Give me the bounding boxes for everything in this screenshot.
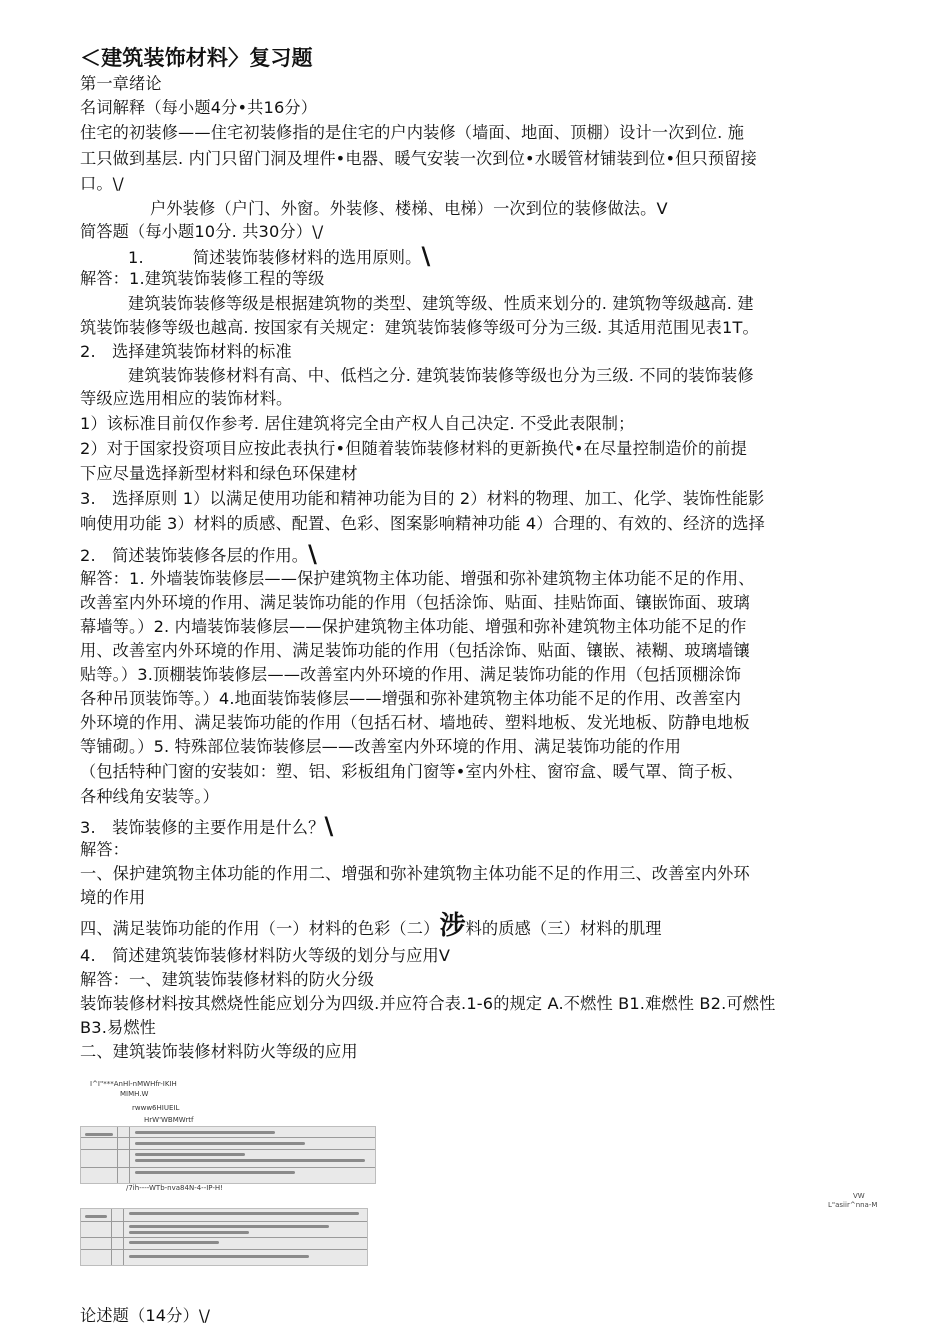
oversized-character: 涉 [439, 911, 466, 941]
table-image-upper [80, 1126, 376, 1184]
answer-line: 解答：1.建筑装饰装修工程的等级 [80, 269, 325, 288]
paragraph-line: 1）该标准目前仅作参考. 居住建筑将完全由产权人自己决定. 不受此表限制； [80, 414, 635, 433]
margin-note: L"asiir^nna-M [828, 1201, 878, 1209]
figure-label: HrW'WBMWrtf [144, 1116, 194, 1124]
paragraph-line: 幕墙等。）2. 内墙装饰装修层——保护建筑物主体功能、增强和弥补建筑物主体功能不足的作 [80, 617, 747, 636]
paragraph-line: 口。\/ [80, 174, 124, 193]
figure-label: /7ih----WTb-nva84N-4--IP-H! [126, 1184, 223, 1192]
section-heading: 名词解释（每小题4分•共16分） [80, 98, 318, 117]
paragraph-line: 户外装修（户门、外窗。外装修、楼梯、电梯）一次到位的装修做法。V [150, 199, 668, 218]
paragraph-line: 境的作用 [80, 888, 146, 907]
question-text: 2. 简述装饰装修各层的作用。 [80, 546, 309, 565]
paragraph-line: 建筑装饰装修等级是根据建筑物的类型、建筑等级、性质来划分的. 建筑物等级越高. 建 [128, 294, 754, 313]
document-title: ＜建筑装饰材料〉复习题 [80, 46, 313, 70]
chapter-heading: 第一章绪论 [80, 74, 162, 93]
section-heading: 简答题（每小题10分. 共30分）\/ [80, 222, 324, 241]
margin-note: VW [853, 1192, 865, 1200]
question-line: 4. 简述建筑装饰装修材料防火等级的划分与应用V [80, 946, 451, 965]
paragraph-line: 工只做到基层. 内门只留门洞及埋件•电器、暖气安装一次到位•水暖管材铺装到位•但只预留接 [80, 149, 757, 168]
line-text: 四、满足装饰功能的作用（一）材料的色彩（二） [80, 919, 440, 938]
question-line [80, 541, 317, 568]
paragraph-line [80, 911, 662, 941]
question-line [128, 243, 430, 270]
check-mark: \ [324, 812, 334, 840]
paragraph-line: B3.易燃性 [80, 1018, 157, 1037]
paragraph-line: 一、保护建筑物主体功能的作用二、增强和弥补建筑物主体功能不足的作用三、改善室内外环 [80, 864, 750, 883]
paragraph-line: 等级应选用相应的装饰材料。 [80, 389, 293, 408]
paragraph-line: 2）对于国家投资项目应按此表执行•但随着装饰装修材料的更新换代•在尽量控制造价的前提 [80, 439, 748, 458]
question-text: 1. 简述装饰装修材料的选用原则。 [128, 248, 422, 267]
paragraph-line: 筑装饰装修等级也越高. 按国家有关规定：建筑装饰装修等级可分为三级. 其适用范围见表1T。 [80, 318, 759, 337]
table-image-lower [80, 1208, 368, 1266]
section-heading: 论述题（14分）\/ [80, 1306, 211, 1325]
paragraph-line: 响使用功能 3）材料的质感、配置、色彩、图案影响精神功能 4）合理的、有效的、经济的选择 [80, 514, 765, 533]
paragraph-line: 各种线角安装等。） [80, 787, 219, 806]
figure-label: MIMH.W [120, 1090, 149, 1098]
paragraph-line: 等铺砌。）5. 特殊部位装饰装修层——改善室内外环境的作用、满足装饰功能的作用 [80, 737, 682, 756]
question-text: 3. 装饰装修的主要作用是什么？ [80, 818, 325, 837]
paragraph-line: 改善室内外环境的作用、满足装饰功能的作用（包括涂饰、贴面、挂贴饰面、镶嵌饰面、玻璃 [80, 593, 750, 612]
check-mark: \ [308, 540, 318, 568]
paragraph-line: 下应尽量选择新型材料和绿色环保建材 [80, 464, 358, 483]
figure-label: rwww6HIUEIL [132, 1104, 180, 1112]
paragraph-line: 外环境的作用、满足装饰功能的作用（包括石材、墙地砖、塑料地板、发光地板、防静电地板 [80, 713, 750, 732]
figure-label: I^I"***AnHl-nMWHfr-IKIH [90, 1080, 177, 1088]
paragraph-line: 用、改善室内外环境的作用、满足装饰功能的作用（包括涂饰、贴面、镶嵌、裱糊、玻璃墙镶 [80, 641, 750, 660]
paragraph-line: 3. 选择原则 1）以满足使用功能和精神功能为目的 2）材料的物理、加工、化学、装饰性能影 [80, 489, 765, 508]
paragraph-line: 建筑装饰装修材料有高、中、低档之分. 建筑装饰装修等级也分为三级. 不同的装饰装修 [128, 366, 754, 385]
paragraph-line: 住宅的初装修——住宅初装修指的是住宅的户内装修（墙面、地面、顶棚）设计一次到位. 施 [80, 123, 745, 142]
check-mark: \ [421, 242, 431, 270]
paragraph-line: （包括特种门窗的安装如：塑、铝、彩板组角门窗等•室内外柱、窗帘盒、暖气罩、筒子板、 [80, 762, 744, 781]
paragraph-line: 装饰装修材料按其燃烧性能应划分为四级.并应符合表.1-6的规定 A.不燃性 B1.难燃性 B2.可燃性 [80, 994, 776, 1013]
answer-line: 解答：1. 外墙装饰装修层——保护建筑物主体功能、增强和弥补建筑物主体功能不足的作用、 [80, 569, 755, 588]
paragraph-line: 各种吊顶装饰等。）4.地面装饰装修层——增强和弥补建筑物主体功能不足的作用、改善室内 [80, 689, 742, 708]
question-line [80, 813, 333, 840]
answer-line: 解答： [80, 840, 130, 859]
paragraph-line: 二、建筑装饰装修材料防火等级的应用 [80, 1042, 358, 1061]
answer-line: 解答：一、建筑装饰装修材料的防火分级 [80, 970, 375, 989]
line-text: 料的质感（三）材料的肌理 [465, 919, 662, 938]
paragraph-line: 贴等。）3.顶棚装饰装修层——改善室内外环境的作用、满足装饰功能的作用（包括顶棚涂饰 [80, 665, 742, 684]
scanned-table-figure [80, 1076, 380, 1276]
paragraph-line: 2. 选择建筑装饰材料的标准 [80, 342, 292, 361]
